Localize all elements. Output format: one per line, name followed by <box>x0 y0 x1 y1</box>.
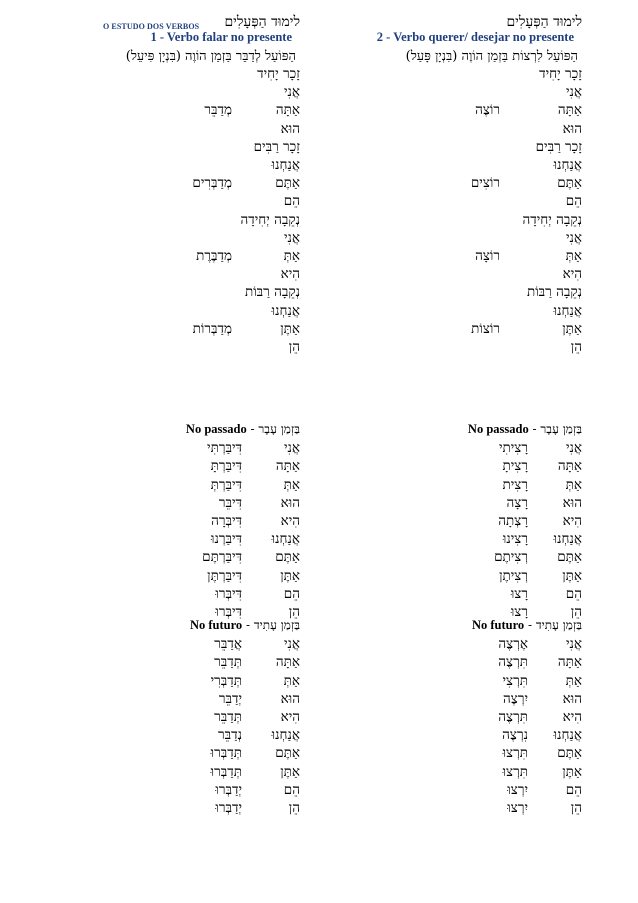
verb-form: תִּרְצוּ <box>502 745 528 762</box>
gender-number-heading: נְקֵבָה רַבּוֹת <box>244 284 300 301</box>
pronoun: אַתָּה <box>557 458 582 475</box>
verb-form: יְדַבֵּר <box>218 690 242 707</box>
pronoun: אֲנַחְנוּ <box>271 727 300 744</box>
pronoun: אַתְּ <box>565 476 582 493</box>
pronoun: הֵם <box>283 193 300 210</box>
pronoun: אַתֶּן <box>562 567 582 584</box>
dash: - <box>242 618 254 632</box>
past-tense-label: No passado <box>185 422 247 436</box>
pronoun: הוּא <box>280 120 300 137</box>
pronoun: אַתְּ <box>565 248 582 264</box>
verb-form: רָצִית <box>502 476 528 493</box>
verb-title: 2 - Verbo querer/ desejar no presente <box>376 30 574 44</box>
verb-form: יִרְצֶה <box>502 690 528 707</box>
pronoun: הֵן <box>570 339 582 355</box>
verb-form: רָצוּ <box>510 585 528 602</box>
pronoun: אֲנִי <box>283 229 300 246</box>
pronoun: אַתֶּן <box>562 320 582 337</box>
verb-form: תְּדַבְּרוּ <box>210 745 242 762</box>
verb-form: דִּיבְּרוּ <box>215 585 242 602</box>
pronoun: אַתָּה <box>275 102 300 119</box>
verb-form: יְדַבְּרוּ <box>215 800 242 816</box>
pronoun: אֲנַחְנוּ <box>553 531 582 548</box>
pronoun: אֲנִי <box>565 84 582 101</box>
verb-form: תְּדַבֵּר <box>214 709 242 725</box>
pronoun: הֵן <box>288 604 300 620</box>
verb-form: רָצְתָה <box>498 513 528 529</box>
past-tense-hebrew: בַּזְמַן עָבָר <box>258 422 300 436</box>
pronoun: אַתָּה <box>557 102 582 119</box>
pronoun: אַתֶּם <box>557 745 582 762</box>
pronoun: הוּא <box>280 690 300 707</box>
pronoun: אֲנִי <box>565 229 582 246</box>
pronoun: אֲנִי <box>283 636 300 653</box>
study-label: O ESTUDO DOS VERBOS <box>103 22 200 31</box>
verb-form: רוֹצִים <box>470 175 500 192</box>
pronoun: אַתָּה <box>557 654 582 671</box>
verb-form: דִּיבַּרְתָּ <box>210 458 242 475</box>
verb-form: דִּיבְּרוּ <box>215 604 242 620</box>
verb-form: דִּיבַּרְתֶּן <box>207 567 242 584</box>
verb-subtitle: הַפּוֹעַל לִרְצוֹת בַּזְמַן הוֹוֶה (בִּנְיָן פָּעַל) <box>405 49 578 64</box>
gender-number-heading: נְקֵבָה רַבּוֹת <box>526 284 582 301</box>
verb-form: מְדַבְּרִים <box>192 175 232 192</box>
future-tense-hebrew: בַּזְמַן עָתִיד <box>253 618 300 632</box>
pronoun: הִיא <box>562 709 582 725</box>
pronoun: אֲנִי <box>565 440 582 457</box>
future-tense-label: No futuro <box>189 618 243 632</box>
verb-form: רְצִיתֶן <box>499 567 528 584</box>
pronoun: אַתֶּם <box>275 745 300 762</box>
verb-form: רָצִיתָ <box>502 458 528 475</box>
pronoun: הֵם <box>283 781 300 798</box>
verb-form: יִרְצוּ <box>507 800 528 816</box>
gender-number-heading: זָכָר רַבִּים <box>535 138 582 155</box>
verb-form: דִּיבַּרְנוּ <box>210 531 242 548</box>
verb-form: מְדַבְּרוֹת <box>192 320 232 337</box>
past-tense-heading <box>466 422 582 437</box>
verb-form: תְּדַבְּרוּ <box>210 763 242 780</box>
verb-form: רָצִינוּ <box>502 531 528 548</box>
pronoun: הוּא <box>562 120 582 137</box>
pronoun: הֵן <box>570 800 582 816</box>
pronoun: הֵם <box>565 781 582 798</box>
pronoun: הִיא <box>280 513 300 529</box>
future-tense-label: No futuro <box>471 618 525 632</box>
verb-form: נְדַבֵּר <box>217 727 242 744</box>
past-tense-hebrew: בַּזְמַן עָבָר <box>540 422 582 436</box>
pronoun: הוּא <box>562 494 582 511</box>
verb-form: דִּיבְּרָה <box>211 513 242 529</box>
pronoun: אֲנַחְנוּ <box>553 157 582 173</box>
pronoun: אַתֶּם <box>557 175 582 192</box>
verb-form: מְדַבֶּרֶת <box>196 248 232 264</box>
verb-form: יְדַבְּרוּ <box>215 781 242 798</box>
verb-form: תְּדַבְּרִי <box>210 672 242 689</box>
gender-number-heading: נְקֵבָה יְחִידָה <box>522 211 582 228</box>
verb-form: נִרְצֶה <box>502 727 528 744</box>
pronoun: אֲנַחְנוּ <box>271 302 300 319</box>
lesson-title: לימוּד הַפְּעָלִים <box>506 14 582 30</box>
gender-number-heading: זָכָר יָחִיד <box>539 66 582 82</box>
past-tense-heading <box>184 422 300 437</box>
pronoun: אַתְּ <box>283 476 300 493</box>
pronoun: אַתֶּם <box>275 175 300 192</box>
pronoun: הוּא <box>280 494 300 511</box>
dash: - <box>246 422 259 436</box>
verb-column-falar <box>0 14 300 824</box>
verb-form: רוֹצֶה <box>475 102 500 119</box>
pronoun: אַתָּה <box>275 654 300 671</box>
pronoun: הִיא <box>280 709 300 725</box>
pronoun: הֵן <box>288 800 300 816</box>
pronoun: אֲנִי <box>283 84 300 101</box>
pronoun: אֲנַחְנוּ <box>271 157 300 173</box>
lesson-title: לימוּד הַפְּעָלִים <box>224 14 300 30</box>
pronoun: אֲנַחְנוּ <box>271 531 300 548</box>
pronoun: אֲנַחְנוּ <box>553 302 582 319</box>
pronoun: הֵן <box>570 604 582 620</box>
pronoun: הִיא <box>562 266 582 283</box>
verb-form: רוֹצוֹת <box>471 320 500 337</box>
verb-form: אֲדַבֵּר <box>214 636 242 653</box>
pronoun: אַתֶּן <box>280 320 300 337</box>
pronoun: הֵם <box>283 585 300 602</box>
future-tense-heading <box>188 618 300 633</box>
pronoun: אַתֶּם <box>275 549 300 566</box>
pronoun: אַתֶּן <box>562 763 582 780</box>
dash: - <box>528 422 541 436</box>
pronoun: הֵם <box>565 193 582 210</box>
verb-form: רְצִיתֶם <box>494 549 528 566</box>
pronoun: אַתְּ <box>565 672 582 689</box>
pronoun: אֲנִי <box>283 440 300 457</box>
verb-form: רָצִיתִי <box>498 440 528 457</box>
verb-subtitle: הַפּוֹעַל לְדַבֵּר בַּזְמַן הוֹוֶה (בִּנְיָן פִּיעֵל) <box>125 49 296 64</box>
verb-form: דִּיבֵּר <box>218 494 242 511</box>
future-tense-heading <box>470 618 582 633</box>
pronoun: הֵם <box>565 585 582 602</box>
verb-title: 1 - Verbo falar no presente <box>150 30 292 44</box>
verb-form: יִרְצוּ <box>507 781 528 798</box>
verb-form: מְדַבֵּר <box>204 102 232 119</box>
gender-number-heading: זָכָר רַבִּים <box>253 138 300 155</box>
verb-form: דִּיבַּרְתְּ <box>210 476 242 493</box>
verb-form: תִּרְצֶה <box>498 654 528 671</box>
verb-form: רָצוּ <box>510 604 528 620</box>
pronoun: אַתָּה <box>275 458 300 475</box>
verb-form: תִּרְצִי <box>502 672 528 689</box>
verb-form: רָצָה <box>506 494 528 511</box>
pronoun: אַתְּ <box>283 248 300 264</box>
verb-column-querer <box>318 14 618 824</box>
pronoun: הוּא <box>562 690 582 707</box>
past-tense-label: No passado <box>467 422 529 436</box>
verb-form: רוֹצָה <box>475 248 500 264</box>
dash: - <box>524 618 536 632</box>
pronoun: אַתְּ <box>283 672 300 689</box>
verb-form: דִּיבַּרְתִּי <box>207 440 242 457</box>
pronoun: הִיא <box>280 266 300 283</box>
verb-form: אֶרְצֶה <box>498 636 528 653</box>
gender-number-heading: נְקֵבָה יְחִידָה <box>240 211 300 228</box>
pronoun: אֲנַחְנוּ <box>553 727 582 744</box>
pronoun: אַתֶּם <box>557 549 582 566</box>
pronoun: הִיא <box>562 513 582 529</box>
verb-form: דִּיבַּרְתֶּם <box>202 549 242 566</box>
pronoun: אַתֶּן <box>280 567 300 584</box>
pronoun: אֲנִי <box>565 636 582 653</box>
pronoun: הֵן <box>288 339 300 355</box>
future-tense-hebrew: בַּזְמַן עָתִיד <box>535 618 582 632</box>
verb-form: תִּרְצוּ <box>502 763 528 780</box>
verb-form: תְּדַבֵּר <box>214 654 242 671</box>
gender-number-heading: זָכָר יָחִיד <box>257 66 300 82</box>
verb-form: תִּרְצֶה <box>498 709 528 725</box>
pronoun: אַתֶּן <box>280 763 300 780</box>
